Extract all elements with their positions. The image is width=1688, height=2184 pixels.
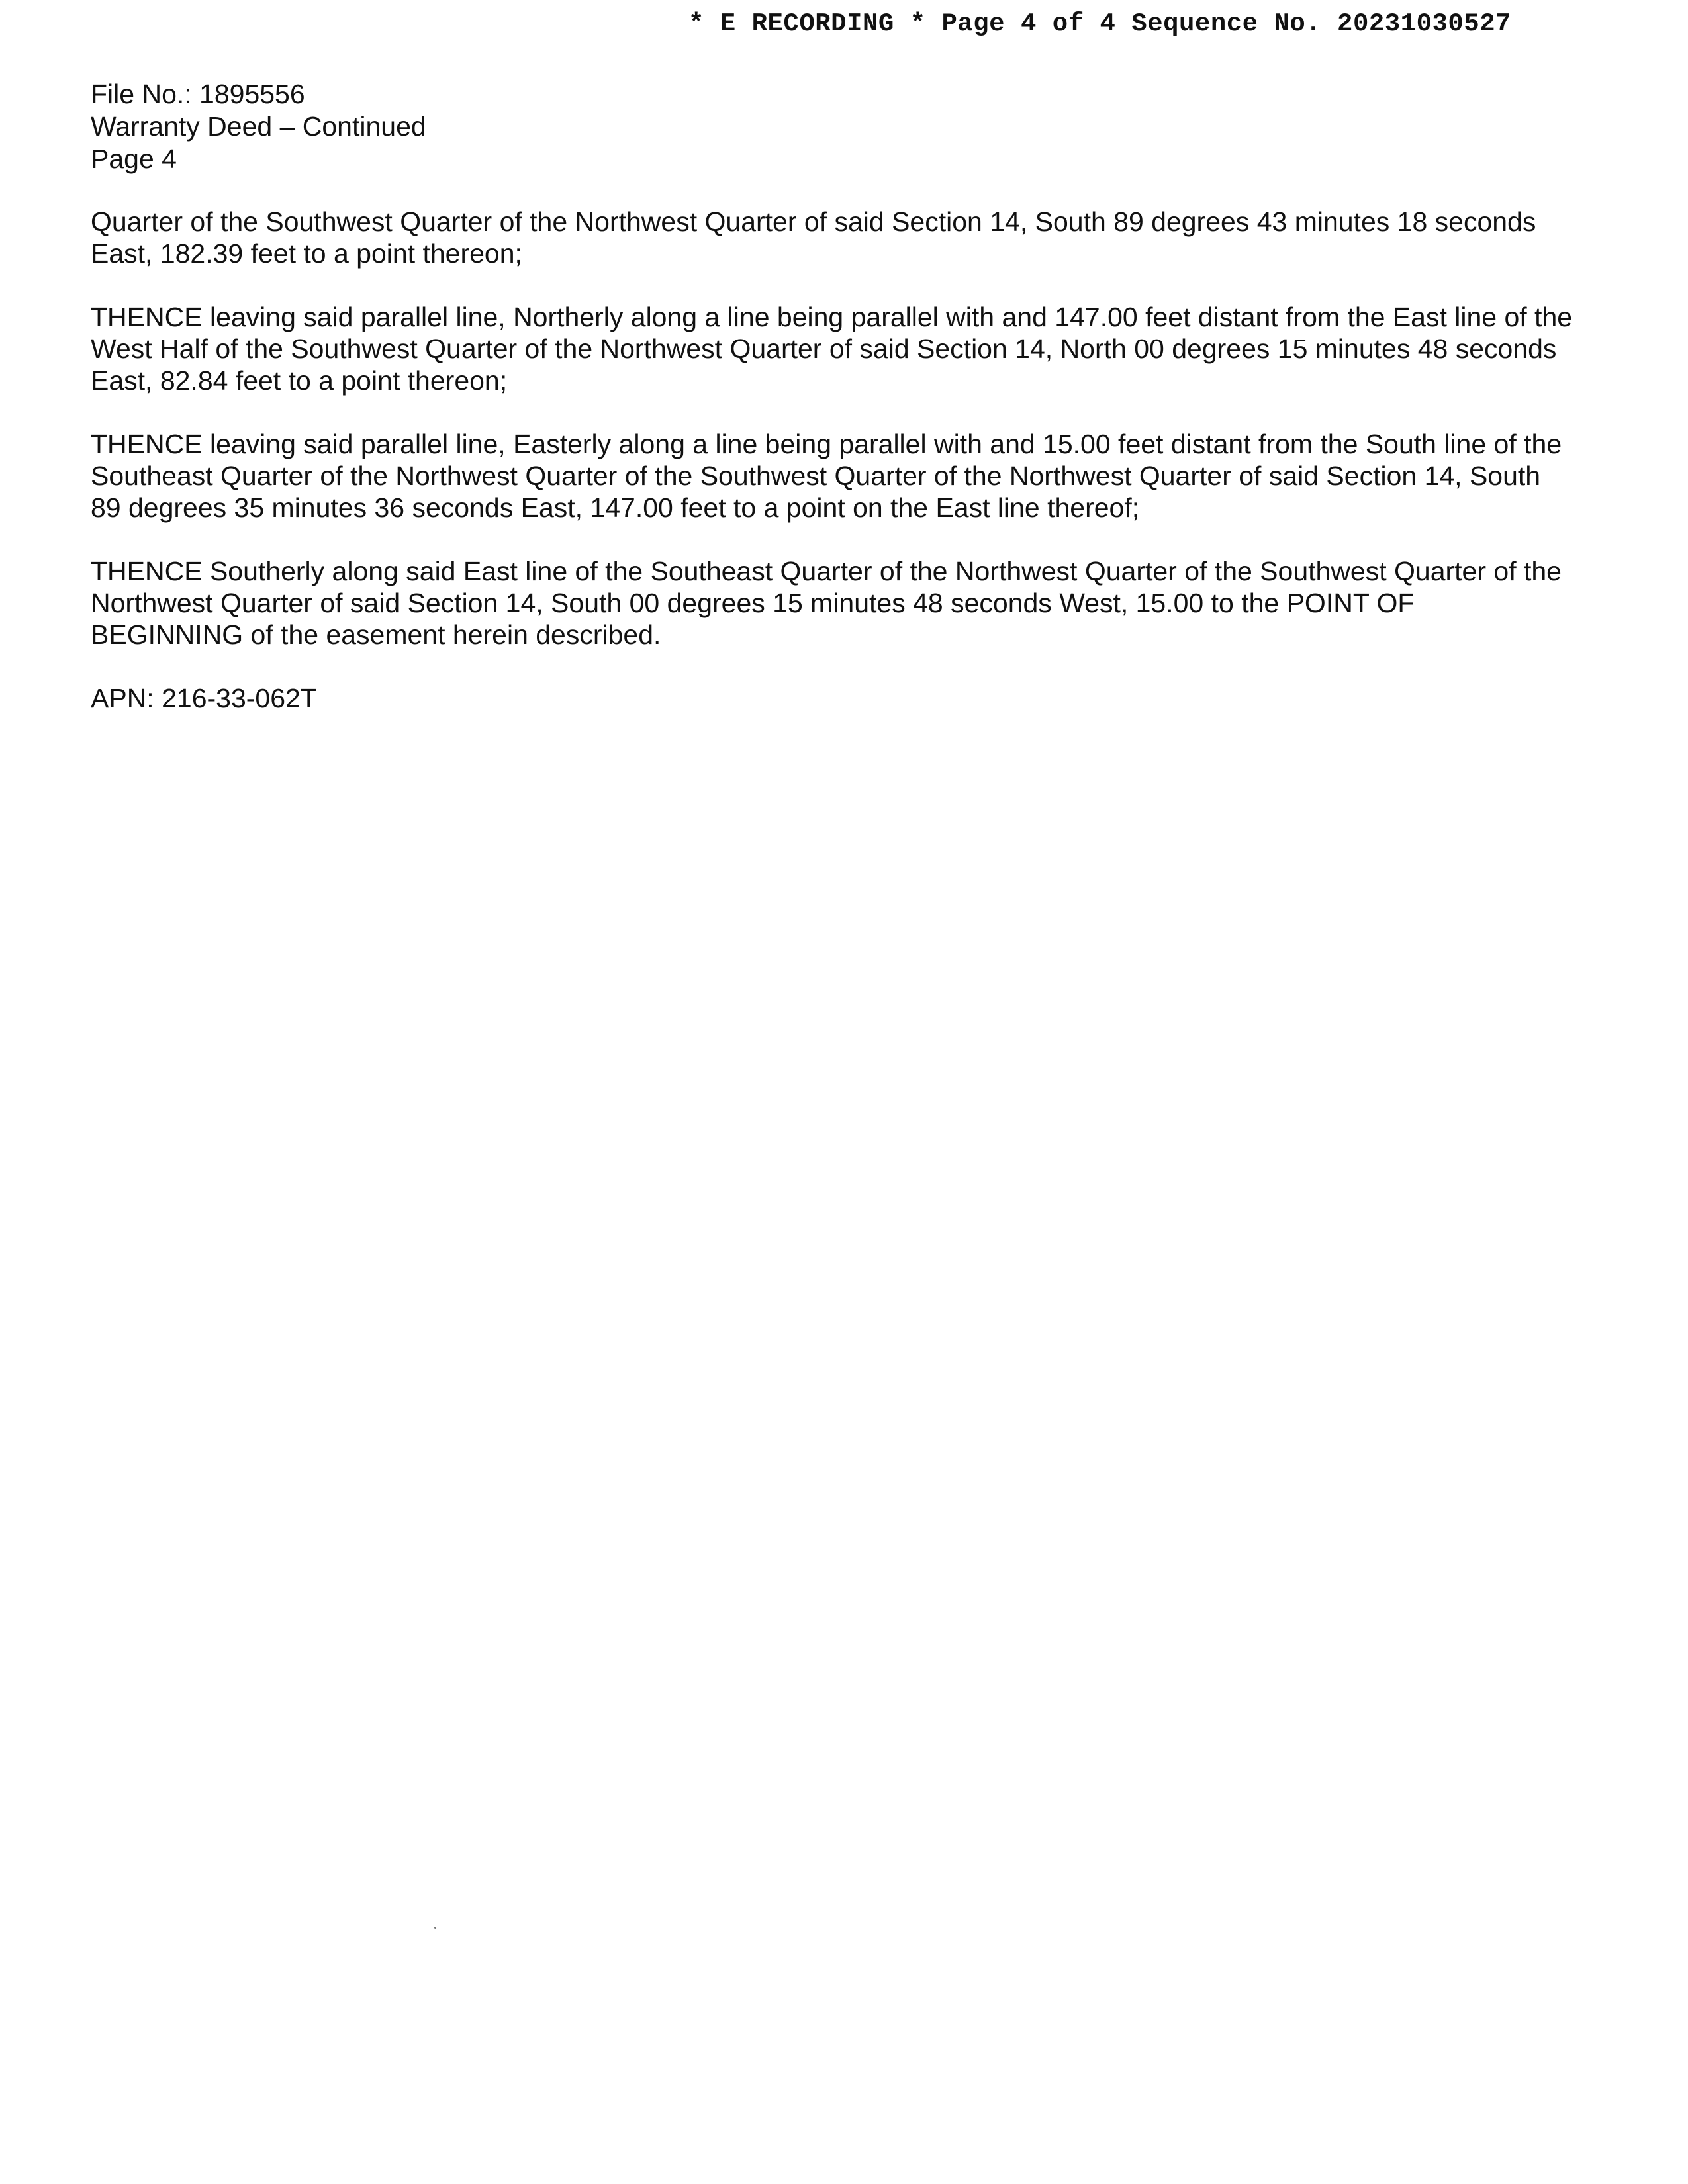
document-title: Warranty Deed – Continued <box>91 111 426 142</box>
description-paragraph: THENCE Southerly along said East line of the Southeast Quarter of the Northwest Quarter of the Southwest Quarter of the Northwest Quarter of said Section 14, South 00 degrees 15 minutes 48 seconds West, 15.00 to the POINT OF BEGINNING of the easement herein described. <box>91 556 1562 650</box>
description-paragraph: THENCE leaving said parallel line, Northerly along a line being parallel with and 147.00 feet distant from the East line of the West Half of the Southwest Quarter of the Northwest Quarter of said Section 14, North 00 degrees 15 minutes 48 seconds East, 82.84 feet to a point thereon; <box>91 302 1573 396</box>
file-number: File No.: 1895556 <box>91 79 305 109</box>
recording-stamp: * E RECORDING * Page 4 of 4 Sequence No. 20231030527 <box>688 9 1511 38</box>
description-paragraph: Quarter of the Southwest Quarter of the Northwest Quarter of said Section 14, South 89 degrees 43 minutes 18 seconds East, 182.39 feet to a point thereon; <box>91 206 1536 269</box>
page-number: Page 4 <box>91 144 177 174</box>
apn-line: APN: 216-33-062T <box>91 683 317 713</box>
description-paragraph: THENCE leaving said parallel line, Easterly along a line being parallel with and 15.00 feet distant from the South line of the Southeast Quarter of the Northwest Quarter of the Southwest Quarter of the Northwest Quarter of said Section 14, South 89 degrees 35 minutes 36 seconds East, 147.00 feet to a point on the East line thereof; <box>91 429 1562 523</box>
scan-speck <box>434 1927 436 1929</box>
legal-description <box>91 206 1573 714</box>
document-header <box>91 78 426 175</box>
